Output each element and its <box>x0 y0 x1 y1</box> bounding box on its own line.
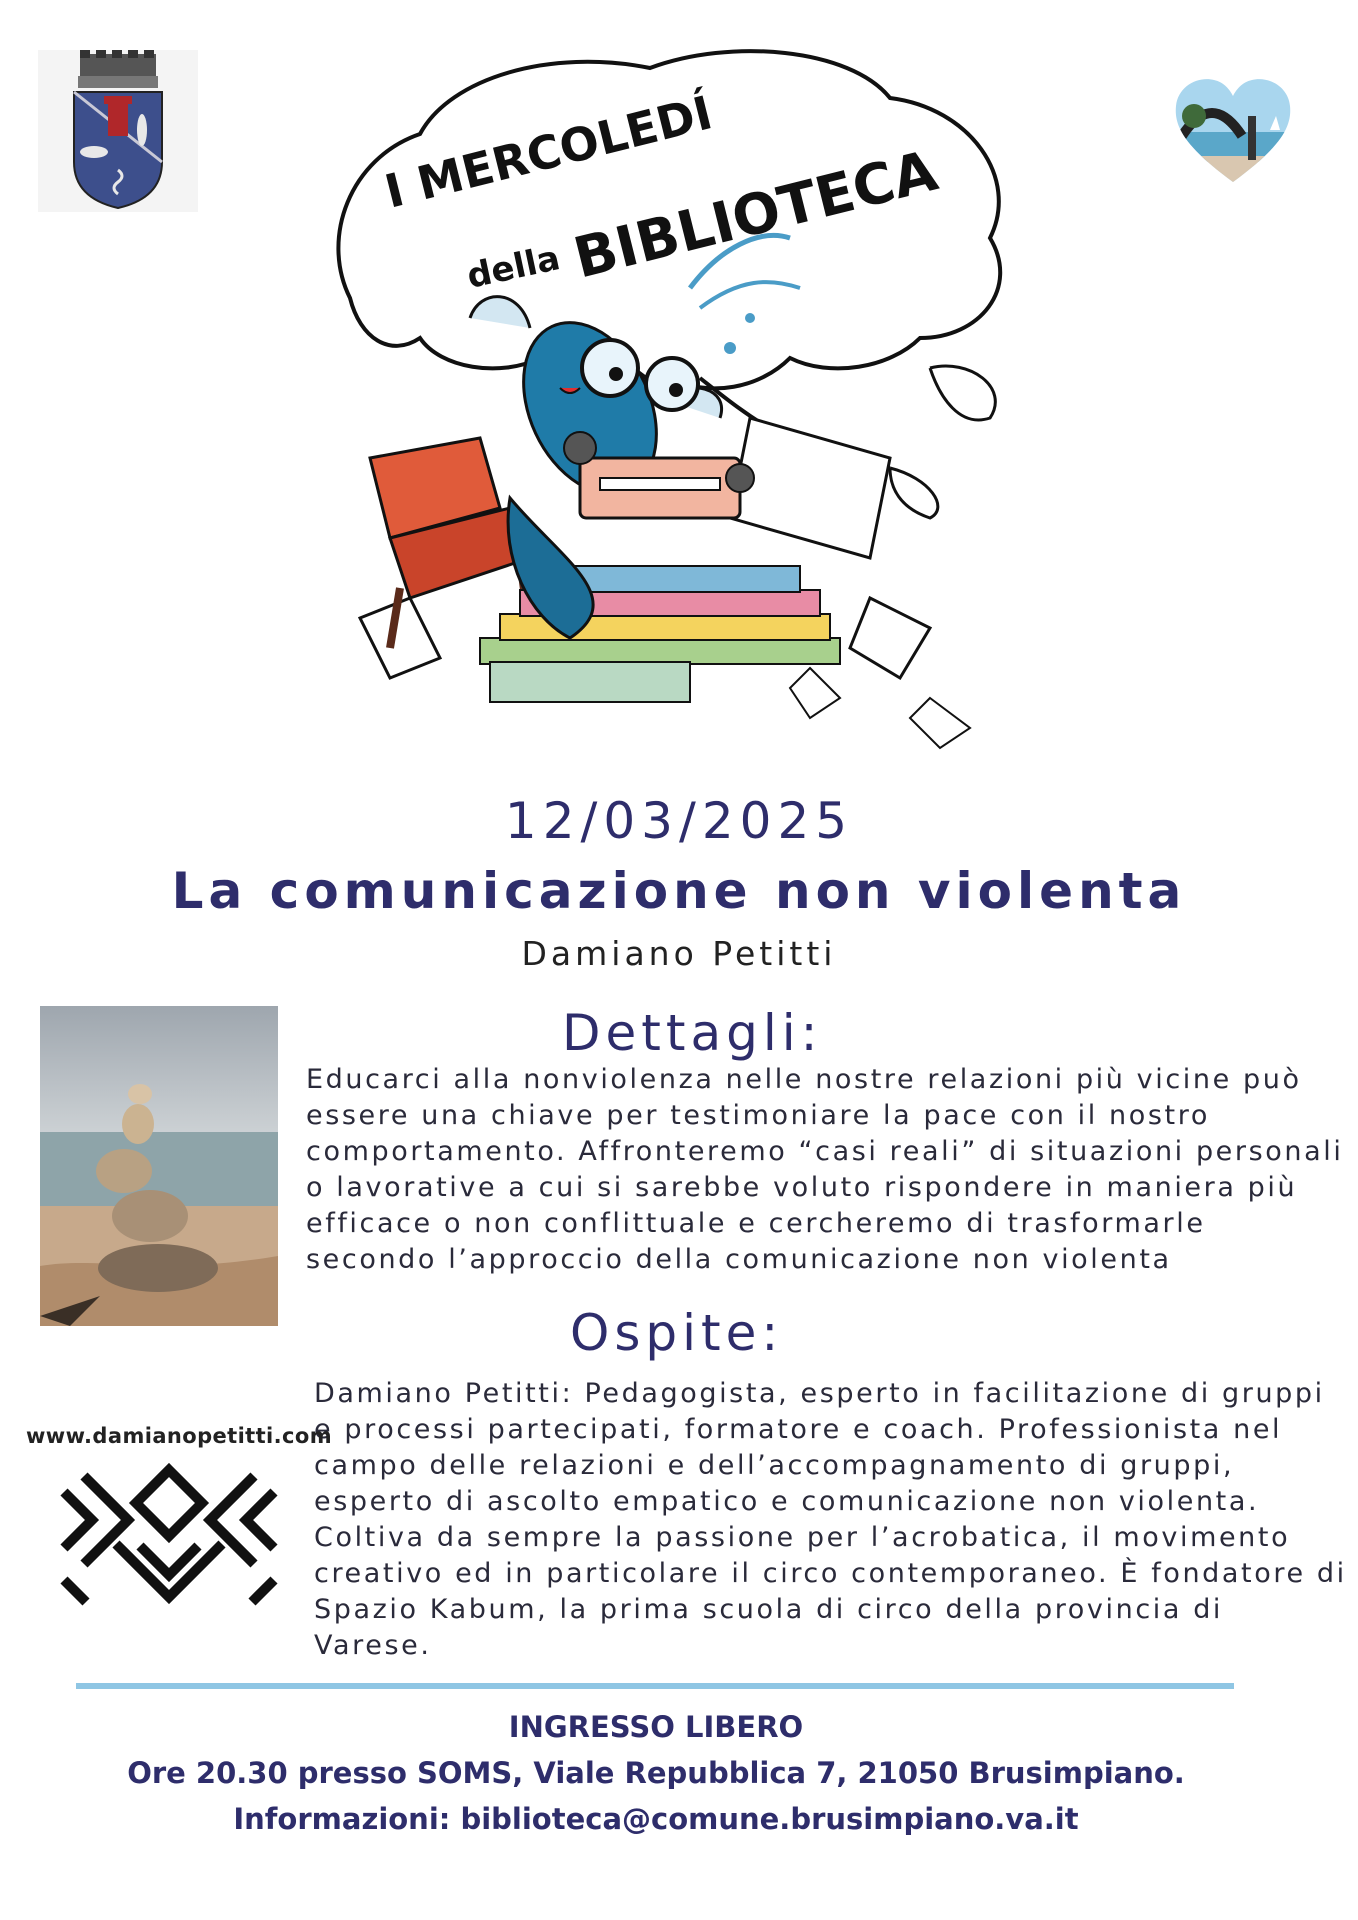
heart-landscape-logo-icon <box>1174 76 1292 186</box>
entry-free-label: INGRESSO LIBERO <box>508 1710 804 1744</box>
details-heading: Dettagli: <box>562 1004 823 1062</box>
event-date: 12/03/2025 <box>504 792 854 850</box>
headline-line2: della <box>463 238 564 297</box>
balanced-rocks-photo <box>40 1006 278 1326</box>
guest-heading: Ospite: <box>570 1304 784 1362</box>
guest-text: Damiano Petitti: Pedagogista, esperto in facilitazione di gruppi e processi partecipati, formatore e coach. Professionista nel campo delle relazioni e dell’accompagnamento di gruppi, esperto di ascolto empatico e comunicazione non violenta. Coltiva da sempre la passione per l’acrobatica, il movimento creativo ed in particolare il circo contemporaneo. È fondatore di Spazio Kabum, la prima scuola di circo della provincia di Varese. <box>314 1378 1347 1661</box>
website-link[interactable]: www.damianopetitti.com <box>26 1424 332 1448</box>
municipal-crest-icon <box>38 50 198 212</box>
section-divider <box>76 1683 1234 1689</box>
mascot-illustration <box>330 38 1020 780</box>
venue-info: Ore 20.30 presso SOMS, Viale Repubblica 7, 21050 Brusimpiano. <box>127 1756 1185 1790</box>
event-title: La comunicazione non violenta <box>171 862 1187 920</box>
contact-info: Informazioni: biblioteca@comune.brusimpiano.va.it <box>233 1802 1079 1836</box>
event-speaker: Damiano Petitti <box>521 934 837 973</box>
kabum-pattern-logo-icon <box>56 1462 282 1612</box>
details-text: Educarci alla nonviolenza nelle nostre relazioni più vicine può essere una chiave per testimoniare la pace con il nostro comportamento. Affronteremo “casi reali” di situazioni personali o lavorative a cui si sarebbe voluto rispondere in maniera più efficace o non conflittuale e cercheremo di trasformarle secondo l’approccio della comunicazione non violenta <box>306 1064 1344 1275</box>
headline-line3: BIBLIOTECA <box>567 138 944 292</box>
headline-line1: I MERCOLEDÍ <box>379 85 718 219</box>
